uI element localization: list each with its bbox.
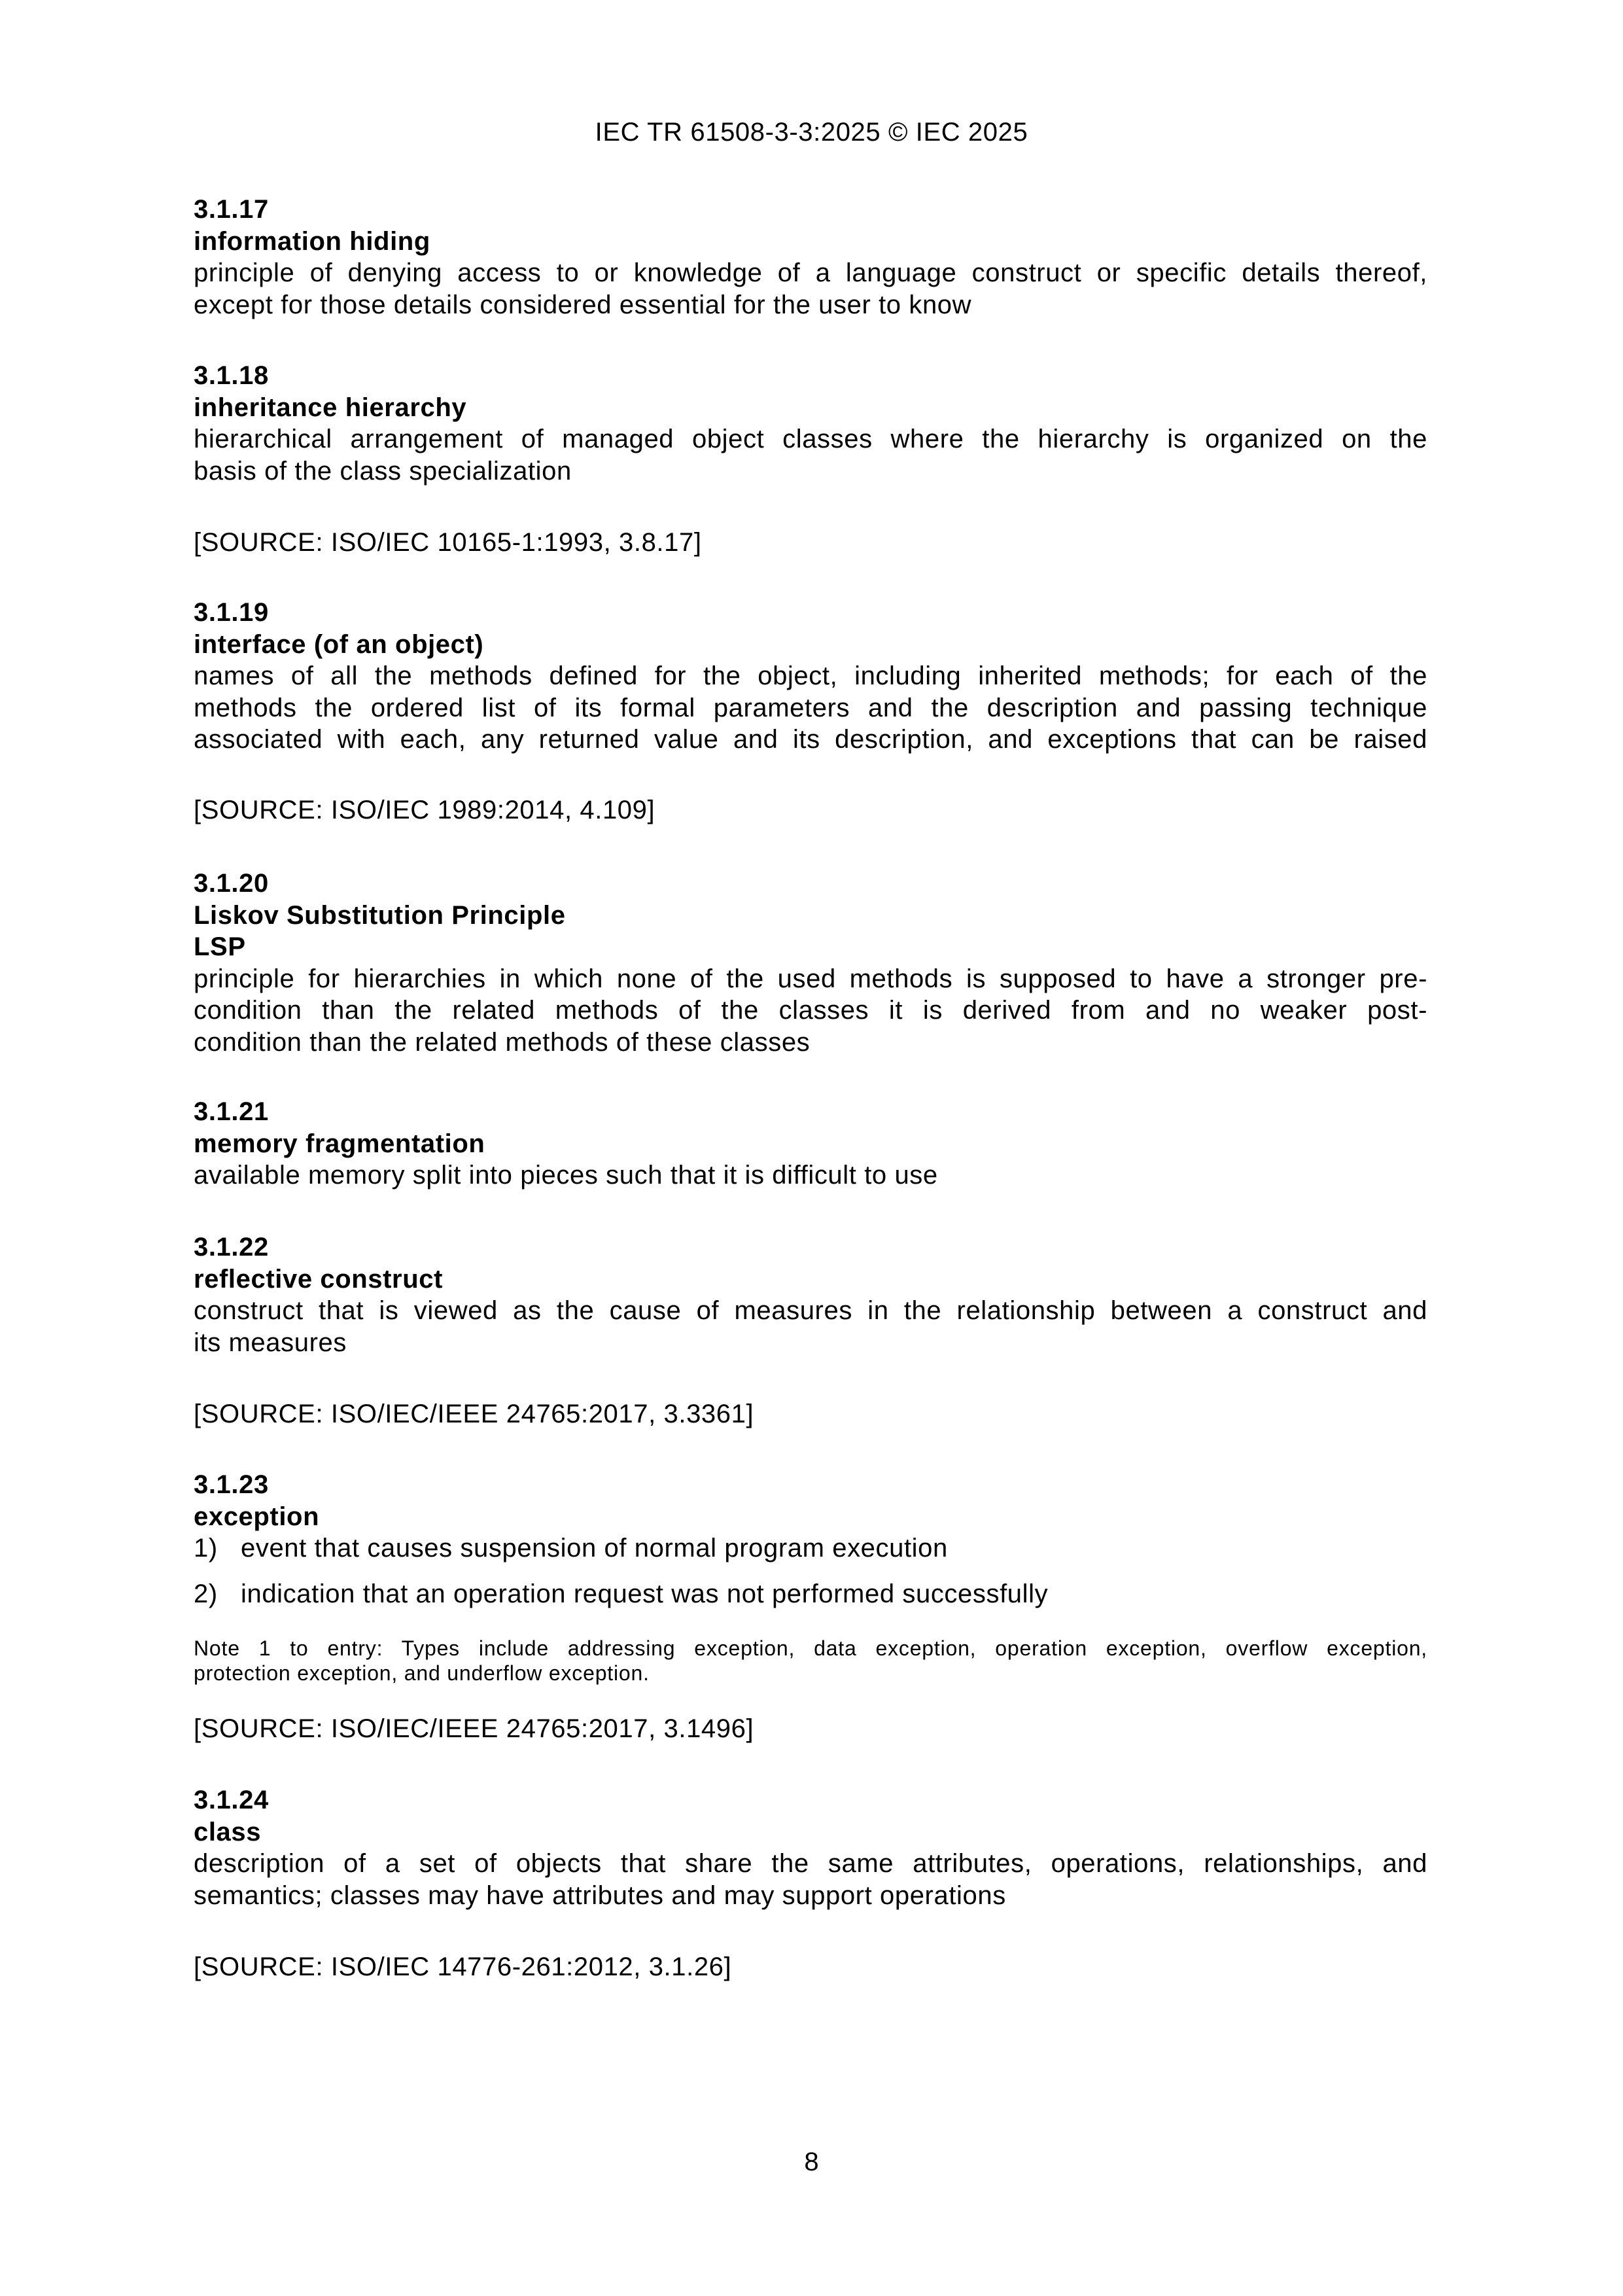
source-reference (194, 794, 1427, 826)
entry-term: memory fragmentation (194, 1129, 485, 1158)
term-entry-3-1-22 (194, 1231, 1427, 1358)
term-entry-3-1-18 (194, 360, 1427, 487)
definition-line: semantics; classes may have attributes and may support operations (194, 1881, 1006, 1910)
entry-number: 3.1.20 (194, 869, 269, 898)
source-text: [SOURCE: ISO/IEC 14776-261:2012, 3.1.26] (194, 1952, 732, 1981)
page-number: 8 (804, 2147, 819, 2176)
definition-line: principle for hierarchies in which none of the used methods is supposed to have a stronger pre- (194, 964, 1427, 993)
definition-line: condition than the related methods of these classes (194, 1027, 811, 1057)
entry-number: 3.1.22 (194, 1233, 269, 1262)
definition-line: names of all the methods defined for the object, including inherited methods; for each of the (194, 662, 1427, 690)
list-marker: 2) (194, 1580, 218, 1608)
entry-number: 3.1.17 (194, 195, 269, 224)
definition-line: its measures (194, 1328, 347, 1357)
source-reference (194, 1951, 1427, 1983)
entry-term: Liskov Substitution Principle (194, 900, 566, 930)
definition-list-item (194, 1532, 1427, 1564)
entry-term: information hiding (194, 226, 430, 256)
entry-abbreviation: LSP (194, 932, 246, 961)
source-text: [SOURCE: ISO/IEC 1989:2014, 4.109] (194, 796, 655, 824)
entry-number: 3.1.24 (194, 1786, 269, 1814)
definition-line: associated with each, any returned value and its description, and exceptions that can be raised (194, 725, 1427, 754)
entry-term: exception (194, 1502, 320, 1531)
source-reference (194, 527, 1427, 559)
definition-list-item (194, 1578, 1427, 1610)
list-marker: 1) (194, 1534, 218, 1563)
definition-line: available memory split into pieces such that it is difficult to use (194, 1161, 938, 1190)
source-text: [SOURCE: ISO/IEC/IEEE 24765:2017, 3.1496] (194, 1714, 754, 1743)
entry-number: 3.1.19 (194, 598, 269, 627)
term-entry-3-1-21 (194, 1096, 1427, 1192)
note-line: protection exception, and underflow exception. (194, 1661, 650, 1685)
term-entry-3-1-23-item-2 (194, 1578, 1427, 1610)
definition-line: except for those details considered essential for the user to know (194, 290, 972, 319)
term-entry-3-1-24 (194, 1784, 1427, 1911)
entry-term: class (194, 1817, 262, 1846)
entry-number: 3.1.18 (194, 361, 269, 390)
list-item-text: indication that an operation request was not performed successfully (241, 1580, 1049, 1608)
term-entry-3-1-19 (194, 597, 1427, 756)
definition-line: description of a set of objects that share the same attributes, operations, relationships, and (194, 1849, 1427, 1878)
entry-number: 3.1.21 (194, 1097, 269, 1126)
entry-term: reflective construct (194, 1264, 444, 1294)
page-header: IEC TR 61508-3-3:2025 © IEC 2025 (595, 118, 1028, 147)
definition-line: hierarchical arrangement of managed object classes where the hierarchy is organized on the (194, 425, 1427, 453)
entry-number: 3.1.23 (194, 1470, 269, 1499)
definition-line: condition than the related methods of the classes it is derived from and no weaker post- (194, 996, 1427, 1025)
source-reference (194, 1713, 1427, 1745)
note-to-entry (194, 1636, 1427, 1686)
entry-term: interface (of an object) (194, 629, 484, 659)
definition-line: basis of the class specialization (194, 456, 572, 486)
source-text: [SOURCE: ISO/IEC 10165-1:1993, 3.8.17] (194, 528, 702, 557)
entry-term: inheritance hierarchy (194, 393, 467, 422)
source-text: [SOURCE: ISO/IEC/IEEE 24765:2017, 3.3361] (194, 1400, 754, 1428)
definition-line: construct that is viewed as the cause of measures in the relationship between a construct and (194, 1296, 1427, 1325)
list-item-text: event that causes suspension of normal program execution (241, 1534, 948, 1563)
term-entry-3-1-23 (194, 1469, 1427, 1564)
term-entry-3-1-17 (194, 194, 1427, 321)
source-reference (194, 1398, 1427, 1430)
note-line: Note 1 to entry: Types include addressing exception, data exception, operation exception, overflow exception, (194, 1636, 1427, 1660)
definition-line: methods the ordered list of its formal parameters and the description and passing technique (194, 693, 1427, 722)
term-entry-3-1-20 (194, 868, 1427, 1058)
definition-line: principle of denying access to or knowledge of a language construct or specific details thereof, (194, 258, 1427, 287)
